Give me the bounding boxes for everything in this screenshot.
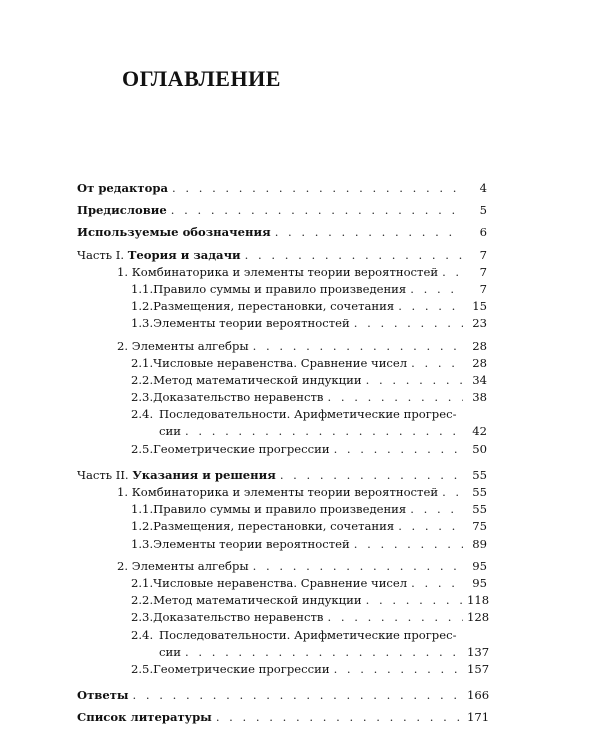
toc-number: 2.2.: [131, 372, 154, 387]
toc-entry-chapter[interactable]: [77, 484, 487, 501]
toc-label: Доказательство неравенств: [153, 610, 324, 625]
leader-dots: [366, 372, 463, 389]
leader-dots: [185, 644, 463, 661]
leader-dots: [398, 298, 463, 315]
leader-dots: [133, 687, 463, 704]
toc-entry-section[interactable]: [77, 298, 487, 315]
toc-entry-section[interactable]: [77, 536, 487, 553]
toc-number: 2.2.: [131, 593, 154, 608]
toc-label: Метод математической индукции: [153, 372, 362, 387]
leader-dots: [411, 575, 463, 592]
toc-number: 2.1.: [131, 575, 154, 590]
toc-number: 1.: [117, 485, 129, 499]
toc-entry-section[interactable]: [77, 575, 487, 592]
toc-page: 157: [467, 661, 490, 676]
leader-dots: [253, 338, 463, 355]
leader-dots: [411, 355, 463, 372]
toc-page: 89: [472, 536, 487, 551]
toc-page: 75: [472, 519, 487, 534]
toc-number: 2.4.: [131, 627, 154, 642]
leader-dots: [216, 709, 463, 726]
toc-entry-section[interactable]: [77, 281, 487, 298]
toc-entry-section[interactable]: [77, 372, 487, 389]
toc-page: 23: [472, 316, 487, 331]
toc-page: 55: [472, 485, 487, 499]
toc-entry-part-2[interactable]: [77, 467, 487, 484]
toc-page: 5: [479, 203, 487, 218]
toc-entry-continuation[interactable]: [77, 644, 490, 661]
toc-label: Геометрические прогрессии: [153, 661, 330, 676]
toc-page: 15: [472, 299, 487, 314]
toc-entry-section[interactable]: [77, 627, 487, 644]
toc-entry-section[interactable]: [77, 592, 490, 609]
toc-page: 7: [479, 281, 487, 296]
leader-dots: [280, 467, 463, 484]
toc-label: Предисловие: [77, 203, 167, 218]
toc-entry-editor[interactable]: [77, 180, 487, 197]
toc-page: 38: [472, 390, 487, 405]
toc-label: Список литературы: [77, 710, 212, 725]
toc-number: 2.3.: [131, 610, 154, 625]
toc-number: 2.3.: [131, 390, 154, 405]
toc-label: Последовательности. Арифметические прогрес-: [159, 407, 457, 422]
toc-number: 1.1.: [131, 502, 154, 517]
toc-entry-chapter[interactable]: [77, 558, 487, 575]
toc-page: 137: [467, 644, 490, 659]
toc-page: 6: [479, 225, 487, 240]
toc-label: Размещения, перестановки, сочетания: [153, 299, 395, 314]
toc-number: 1.1.: [131, 281, 154, 296]
toc-page: 166: [467, 688, 490, 703]
toc-number: 1.3.: [131, 316, 154, 331]
leader-dots: [275, 224, 463, 241]
toc-label: Правило суммы и правило произведения: [153, 502, 407, 517]
toc-page: 95: [472, 575, 487, 590]
leader-dots: [253, 558, 463, 575]
toc-page: 7: [479, 264, 487, 279]
toc-label: Используемые обозначения: [77, 225, 271, 240]
table-of-contents: [77, 180, 490, 726]
leader-dots: [410, 281, 463, 298]
toc-label: Числовые неравенства. Сравнение чисел: [153, 355, 408, 370]
leader-dots: [354, 315, 463, 332]
toc-page: 42: [472, 424, 487, 439]
toc-label: Числовые неравенства. Сравнение чисел: [153, 575, 408, 590]
toc-label: Ответы: [77, 688, 129, 703]
leader-dots: [171, 202, 463, 219]
toc-label: Указания и решения: [132, 467, 276, 482]
toc-label: Теория и задачи: [127, 247, 241, 262]
toc-entry-section[interactable]: [77, 518, 487, 535]
toc-label: Геометрические прогрессии: [153, 441, 330, 456]
toc-entry-continuation[interactable]: [77, 423, 487, 440]
toc-entry-section[interactable]: [77, 389, 487, 406]
toc-entry-section[interactable]: [77, 315, 487, 332]
toc-page: 34: [472, 372, 487, 387]
toc-page: 95: [472, 558, 487, 573]
toc-page: 4: [479, 181, 487, 195]
toc-number: 2.5.: [131, 441, 154, 456]
toc-entry-section[interactable]: [77, 661, 490, 678]
leader-dots: [245, 247, 463, 264]
toc-page: 171: [467, 710, 490, 725]
toc-entry-chapter[interactable]: [77, 264, 487, 281]
leader-dots: [442, 484, 463, 501]
toc-label: Комбинаторика и элементы теории вероятностей: [131, 264, 439, 279]
leader-dots: [327, 389, 463, 406]
toc-label: Элементы теории вероятностей: [153, 316, 350, 331]
toc-label: От редактора: [77, 181, 168, 195]
toc-page: 50: [472, 441, 487, 456]
toc-number: 2.: [117, 338, 129, 353]
leader-dots: [334, 661, 463, 678]
toc-number: 2.4.: [131, 407, 154, 422]
toc-label: Последовательности. Арифметические прогрес-: [159, 627, 457, 642]
toc-entry-notation[interactable]: [77, 224, 487, 241]
toc-label: Доказательство неравенств: [153, 390, 324, 405]
leader-dots: [442, 264, 463, 281]
toc-entry-section[interactable]: [77, 355, 487, 372]
toc-number: 1.3.: [131, 536, 154, 551]
toc-label: Элементы алгебры: [131, 338, 249, 353]
toc-entry-part-1[interactable]: [77, 247, 487, 264]
toc-label: Комбинаторика и элементы теории вероятностей: [131, 485, 439, 499]
toc-entry-preface[interactable]: [77, 202, 487, 219]
page-title: ОГЛАВЛЕНИЕ: [122, 66, 281, 91]
toc-page: 118: [467, 593, 490, 608]
toc-entry-answers[interactable]: [77, 687, 490, 704]
toc-number: 1.2.: [131, 299, 154, 314]
toc-label-continuation: сии: [159, 424, 181, 439]
toc-page: 28: [472, 338, 487, 353]
toc-label: Метод математической индукции: [153, 593, 362, 608]
toc-number: 2.5.: [131, 661, 154, 676]
toc-number: 1.2.: [131, 519, 154, 534]
toc-label: Элементы алгебры: [131, 558, 249, 573]
toc-entry-section[interactable]: [77, 501, 487, 518]
toc-entry-chapter[interactable]: [77, 338, 487, 355]
toc-number: 1.: [117, 264, 129, 279]
toc-number: Часть I.: [77, 247, 125, 262]
leader-dots: [185, 423, 463, 440]
toc-label: Размещения, перестановки, сочетания: [153, 519, 395, 534]
toc-page: 55: [472, 467, 487, 482]
toc-entry-section[interactable]: [77, 609, 490, 626]
toc-label: Правило суммы и правило произведения: [153, 281, 407, 296]
leader-dots: [327, 609, 463, 626]
toc-number: Часть II.: [77, 467, 129, 482]
toc-entry-section[interactable]: [77, 441, 487, 458]
toc-page: 28: [472, 355, 487, 370]
toc-entry-references[interactable]: [77, 709, 490, 726]
leader-dots: [410, 501, 463, 518]
leader-dots: [398, 518, 463, 535]
toc-page: 55: [472, 502, 487, 517]
leader-dots: [172, 180, 463, 197]
toc-label: Элементы теории вероятностей: [153, 536, 350, 551]
leader-dots: [354, 536, 463, 553]
toc-page: 7: [479, 247, 487, 262]
toc-entry-section[interactable]: [77, 406, 487, 423]
toc-number: 2.: [117, 558, 129, 573]
leader-dots: [334, 441, 463, 458]
toc-number: 2.1.: [131, 355, 154, 370]
toc-page: 128: [467, 610, 490, 625]
leader-dots: [366, 592, 463, 609]
toc-label-continuation: сии: [159, 644, 181, 659]
